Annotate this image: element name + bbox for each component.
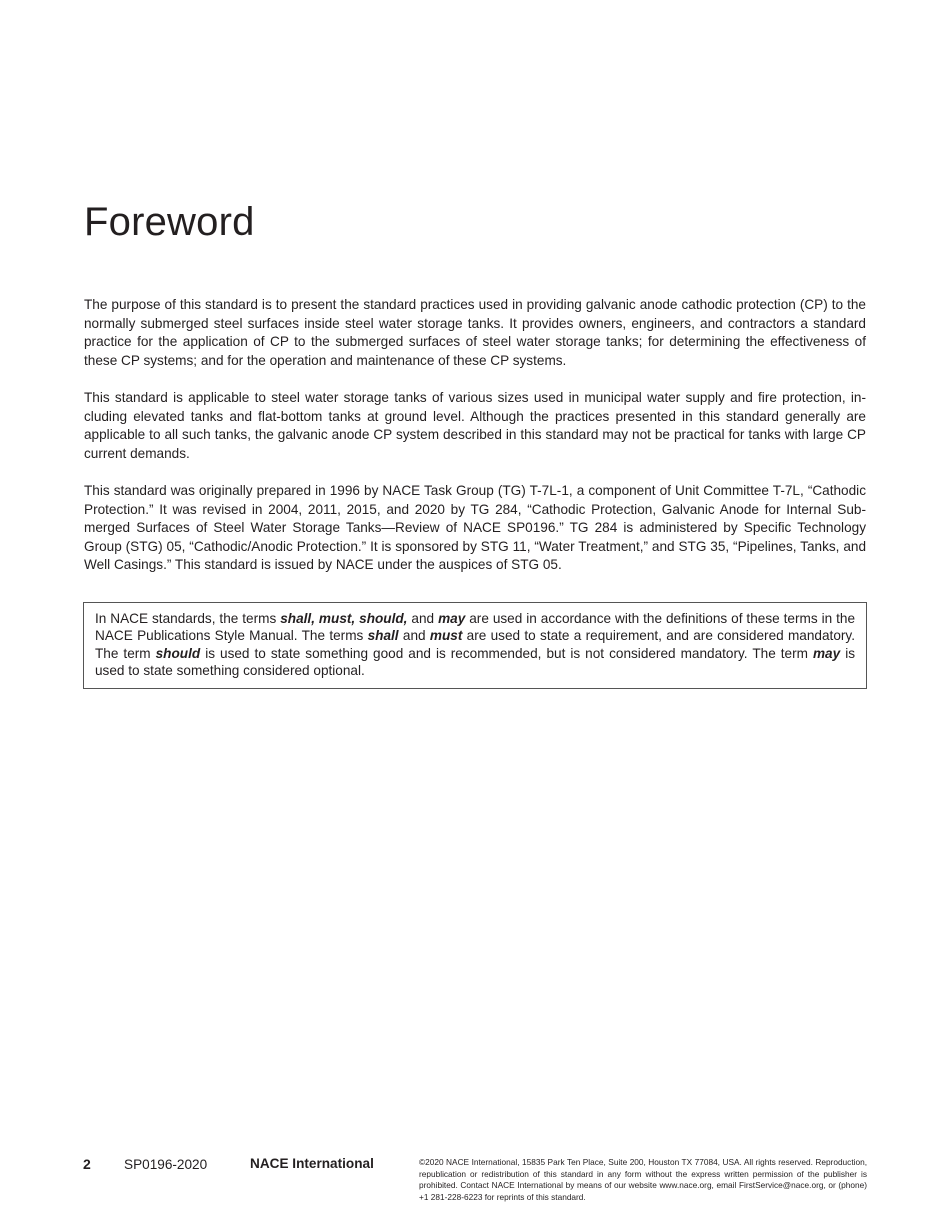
notice-text: and — [398, 628, 430, 644]
notice-text: and — [407, 611, 439, 626]
footer-page-number: 2 — [83, 1156, 91, 1172]
notice-term: should — [155, 645, 201, 661]
notice-term: must — [429, 628, 463, 644]
notice-term: shall — [367, 628, 399, 644]
notice-term: may — [438, 611, 466, 626]
notice-term: shall, must, should, — [280, 611, 408, 626]
notice-text: are used to state a requirement, and are considered mandatory. The term — [95, 628, 855, 661]
notice-text: In NACE standards, the terms — [95, 611, 281, 626]
footer-document-id: SP0196-2020 — [124, 1157, 208, 1172]
paragraph-history: This standard was originally prepared in 1996 by NACE Task Group (TG) T-7L-1, a component of Unit Committee T-7L, “Cathodic Protection.” It was revised in 2004, 2011, 2015, and 2020 by TG 284, “Cathodic Protection, Galvanic Anode for Internal Submerged Surfaces of Steel Water Storage Tanks—Review of NACE SP0196.” TG 284 is administered by Specific Technology Group (STG) 05, “Cathodic/Anodic Protection.” It is sponsored by STG 11, “Water Treatment,” and STG 35, “Pipelines, Tanks, and Well Casings.” This standard is issued by NACE under the auspices of STG 05. — [84, 483, 866, 573]
footer-organization: NACE International — [250, 1156, 374, 1171]
notice-term: may — [812, 645, 841, 661]
notice-text: is used to state something considered optional. — [95, 645, 856, 678]
page-title: Foreword — [84, 200, 255, 244]
notice-text: are used in accordance with the definitions of these terms in the NACE Publications Style Manual. The terms — [95, 611, 856, 644]
terminology-notice-box — [83, 602, 867, 689]
footer-copyright: ©2020 NACE International, 15835 Park Ten Place, Suite 200, Houston TX 77084, USA. All rights reserved. Reproduction, republication or redistribution of this standard in any form without the express written permission of the publisher is prohibited. Contact NACE International by means of our website www.nace.org, email FirstService@nace.org, or (phone) +1 281-228-6223 for reprints of this standard. — [419, 1157, 867, 1202]
paragraph-applicability: This standard is applicable to steel water storage tanks of various sizes used in municipal water supply and fire protection, including elevated tanks and flat-bottom tanks at ground level. Although the practices presented in this standard generally are applicable to all such tanks, the galvanic anode CP system described in this standard may not be practical for tanks with large CP current demands. — [84, 390, 866, 461]
paragraph-purpose: The purpose of this standard is to present the standard practices used in providing galvanic anode cathodic protection (CP) to the normally submerged steel surfaces inside steel water storage tanks. It provides owners, engineers, and contractors a standard practice for the application of CP to the submerged surfaces of steel water storage tanks; for determining the effectiveness of these CP systems; and for the operation and maintenance of these CP systems. — [84, 297, 866, 368]
notice-text: is used to state something good and is recommended, but is not considered mandatory. The term — [200, 645, 813, 661]
